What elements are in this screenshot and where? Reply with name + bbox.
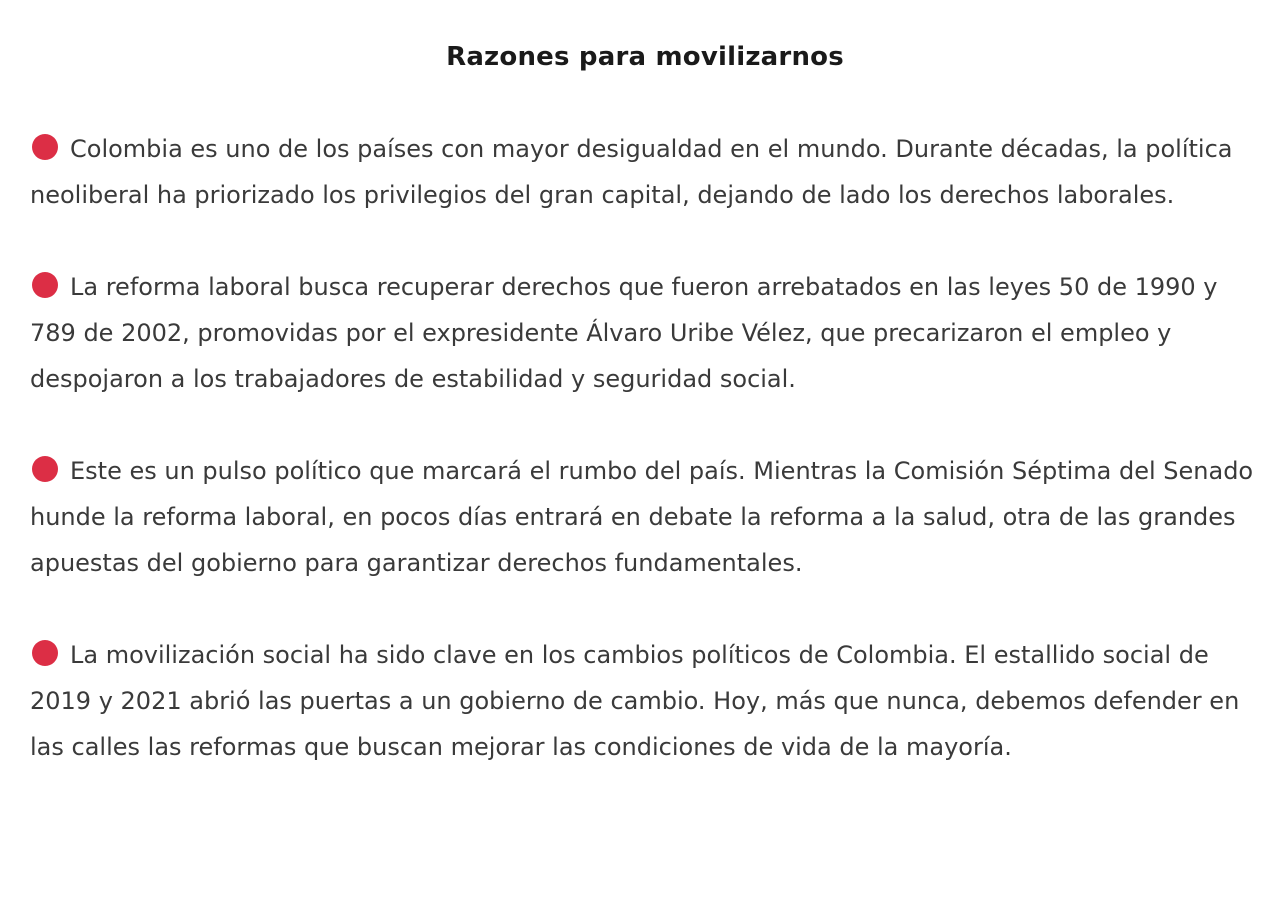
reason-text: La reforma laboral busca recuperar derechos que fueron arrebatados en las leyes 50 de 1990 y 789 de 2002, promovidas por el expresidente Álvaro Uribe Vélez, que precarizaron el empleo y despojaron a los trabajadores de estabilidad y seguridad social. [30,273,1218,393]
reason-item [30,264,1260,402]
reason-text: La movilización social ha sido clave en los cambios políticos de Colombia. El estallido social de 2019 y 2021 abrió las puertas a un gobierno de cambio. Hoy, más que nunca, debemos defender en las calles las reformas que buscan mejorar las condiciones de vida de la mayoría. [30,641,1240,761]
reason-text: Colombia es uno de los países con mayor desigualdad en el mundo. Durante décadas, la política neoliberal ha priorizado los privilegios del gran capital, dejando de lado los derechos laborales. [30,135,1233,209]
reasons-list [30,126,1260,816]
red-circle-icon [32,640,58,666]
red-circle-icon [32,272,58,298]
article [30,0,1260,761]
article-title: Razones para movilizarnos [446,42,844,72]
reason-item [30,632,1260,770]
red-circle-icon [32,456,58,482]
red-circle-icon [32,134,58,160]
reason-text: Este es un pulso político que marcará el rumbo del país. Mientras la Comisión Séptima del Senado hunde la reforma laboral, en pocos días entrará en debate la reforma a la salud, otra de las grandes apuestas del gobierno para garantizar derechos fundamentales. [30,457,1254,577]
reason-item [30,448,1260,586]
reason-item [30,126,1260,218]
